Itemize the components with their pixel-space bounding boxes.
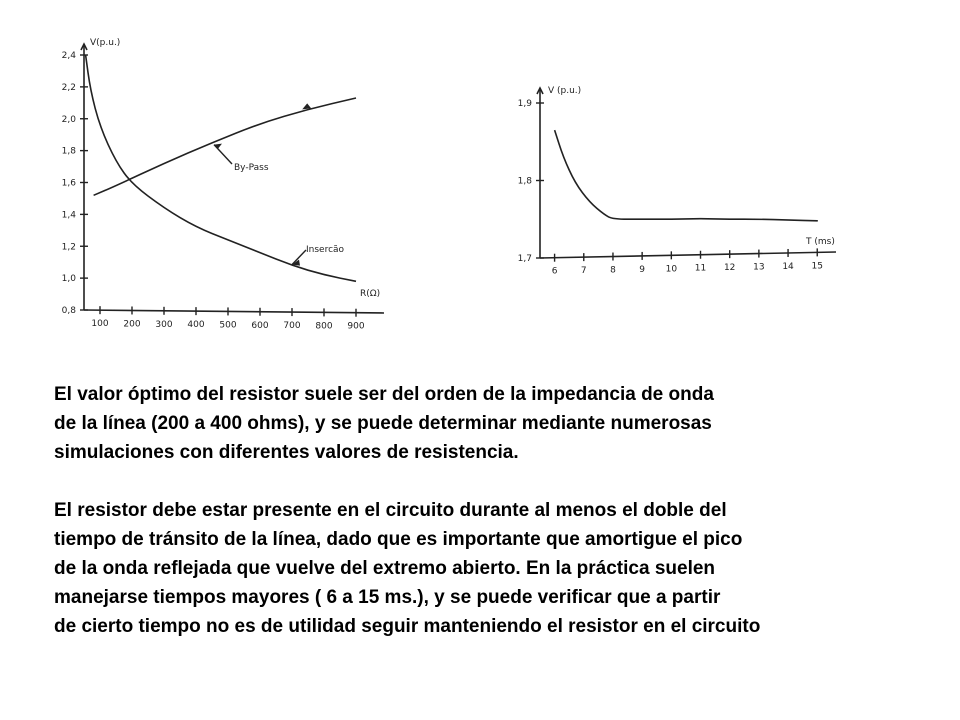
right-y-axis-title: V (p.u.) (548, 86, 582, 96)
left-x-axis (84, 310, 384, 313)
chart-resistance-voltage (0, 0, 480, 340)
left-xtick-label: 800 (315, 321, 333, 332)
right-xtick-label: 9 (639, 264, 646, 275)
right-xtick-label: 13 (753, 262, 765, 273)
para2-line-2: tiempo de tránsito de la línea, dado que es importante que amortigue el pico (54, 529, 743, 550)
left-ytick-label: 1,8 (61, 146, 76, 157)
right-xtick-label: 15 (811, 261, 823, 272)
left-ytick-label: 2,2 (61, 82, 76, 93)
para2-line-4: manejarse tiempos mayores ( 6 a 15 ms.), y se puede verificar que a partir (54, 587, 721, 608)
left-bypass-label: By-Pass (234, 163, 269, 173)
para2-line-3: de la onda reflejada que vuelve del extremo abierto. En la práctica suelen (54, 558, 716, 579)
left-xtick-label: 200 (123, 319, 141, 330)
chart-time-voltage (480, 0, 960, 340)
right-ytick-label: 1,8 (517, 176, 532, 187)
right-xtick-label: 10 (665, 264, 678, 275)
right-x-axis-title: T (ms) (806, 237, 835, 247)
left-ytick-label: 1,4 (61, 210, 76, 221)
para1-line-2: de la línea (200 a 400 ohms), y se puede determinar mediante numerosas (54, 413, 712, 434)
left-ytick-label: 1,0 (61, 274, 76, 285)
left-series-by-pass (94, 98, 356, 195)
right-ytick-label: 1,9 (517, 99, 532, 109)
left-ytick-label: 2,4 (61, 51, 76, 61)
left-ytick-label: 1,6 (61, 178, 76, 189)
left-x-axis-title: R(Ω) (360, 289, 381, 299)
right-xtick-label: 14 (782, 261, 794, 272)
right-xtick-label: 12 (723, 263, 736, 274)
left-xtick-label: 100 (91, 319, 109, 330)
right-series-v (555, 130, 818, 221)
left-xtick-label: 400 (187, 320, 205, 331)
para2-line-1: El resistor debe estar presente en el circuito durante al menos el doble del (54, 500, 727, 521)
left-xtick-label: 700 (283, 321, 301, 332)
para2-line-5: de cierto tiempo no es de utilidad seguir manteniendo el resistor en el circuito (54, 616, 761, 637)
explanation-text (54, 380, 954, 641)
right-xtick-label: 7 (580, 266, 587, 277)
left-ytick-label: 2,0 (61, 114, 76, 125)
left-ytick-label: 0,8 (61, 306, 76, 316)
para1-line-1: El valor óptimo del resistor suele ser del orden de la impedancia de onda (54, 384, 714, 405)
left-ytick-label: 1,2 (61, 242, 76, 253)
left-y-axis-title: V(p.u.) (90, 38, 121, 48)
left-xtick-label: 900 (347, 321, 365, 332)
left-xtick-label: 500 (219, 320, 237, 331)
right-xtick-label: 11 (694, 263, 707, 274)
right-ytick-label: 1,7 (517, 254, 532, 264)
right-xtick-label: 8 (610, 265, 616, 276)
left-xtick-label: 300 (155, 319, 173, 330)
left-bypass-direction-arrow (302, 103, 311, 109)
left-xtick-label: 600 (251, 320, 269, 331)
left-bypass-pointer (214, 145, 232, 164)
right-xtick-label: 6 (551, 266, 558, 277)
para1-line-3: simulaciones con diferentes valores de resistencia. (54, 442, 519, 463)
left-insercao-label: Insercão (306, 245, 345, 255)
